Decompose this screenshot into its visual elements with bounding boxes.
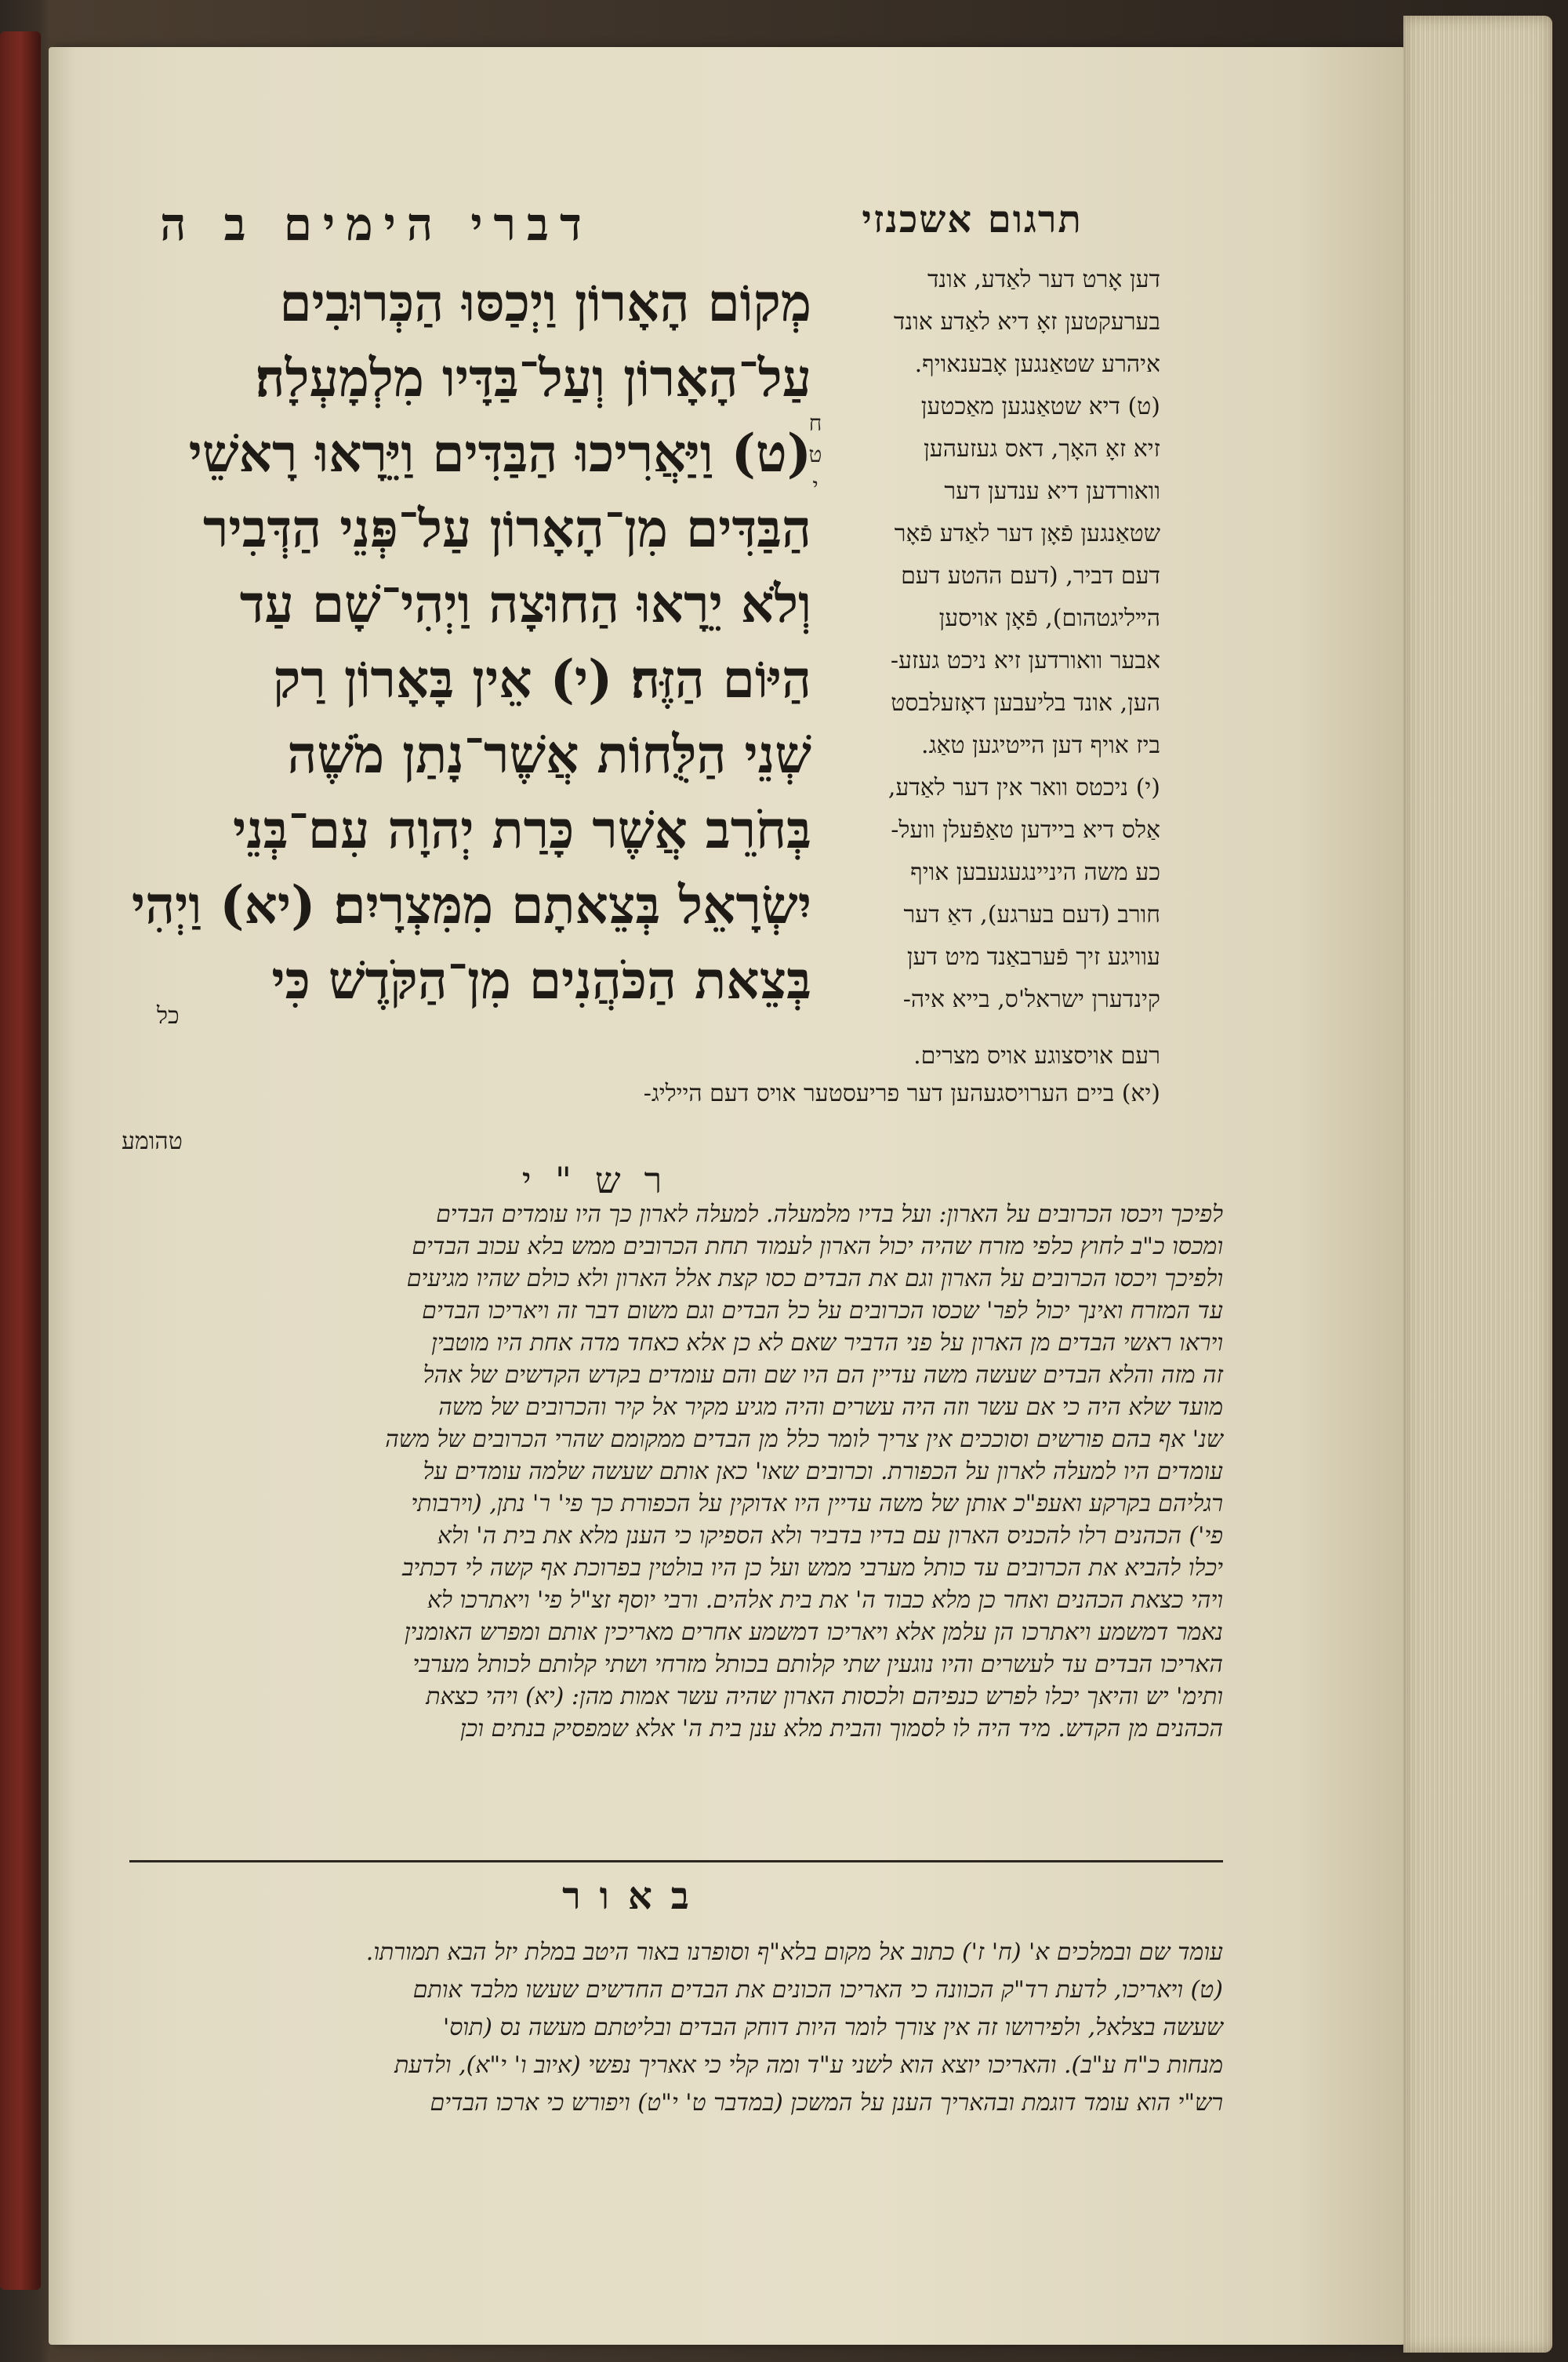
bible-line: מְקוֹם הָאָרוֹן וַיְכַסּוּ הַכְּרוּבִים (279, 272, 811, 333)
targum-continuation-line: (יא) ביים הערויסגעהען דער פריעסטער אויס דעם הייליג- (643, 1080, 1160, 1107)
rashi-line: יכלו להביא את הכרובים עד כותל מערבי ממש ועל כן היו בולטין בפרוכת אף קשה לי דכתיב (401, 1554, 1223, 1582)
biur-heading: באור (562, 1874, 708, 1918)
rashi-line: עד המזרח ואינך יכול לפר' שכסו הכרובים על כל הבדים וגם משום דבר זה ויאריכו הבדים (422, 1297, 1223, 1325)
bible-line: וְלֹא יֵרָאוּ הַחוּצָה וַיְהִי־שָׁם עַד (239, 573, 811, 634)
targum-line: חורב (דעם בערגע), דאַ דער (903, 901, 1160, 928)
page-edges (1403, 16, 1552, 2353)
targum-line: זיא זאָ האָך, דאס געזעהען (924, 435, 1160, 463)
rashi-line: רגליהם בקרקע ואעפ"כ אותן של משה עדיין היו אדוקין על הכפורת כך פי' ר' נתן, (וירבותי (411, 1490, 1223, 1517)
rashi-line: פי') הכהנים רלו להכניס הארון עם בדיו בדביר ולא הספיקו כי הענן מלא את בית ה' ולא (437, 1522, 1223, 1550)
biur-line: (ט) ויאריכו, לדעת רד"ק הכוונה כי האריכו הכונים את הבדים החדשים שעשו מלבד אותם (412, 1976, 1223, 2004)
rashi-line: לפיכך ויכסו הכרובים על הארון: ועל בדיו מלמעלה. למעלה לארון כך היו עומדים הבדים (436, 1201, 1223, 1228)
biur-line: שעשה בצלאל, ולפירושו זה אין צורך לומר היות דוחק הבדים ובליטתם מעשה נס (תוס' (442, 2014, 1223, 2041)
rashi-line: שנ' אף בהם פורשים וסוככים אין צריך לומר כלל מן הבדים ממקומם שהרי הכרובים של משה (385, 1426, 1223, 1453)
targum-line: דעם דביר, (דעם ההטע דעם (901, 562, 1160, 590)
targum-line: איהרע שטאַנגען אָבענאויף. (914, 351, 1160, 378)
targum-line: הען, אונד בליעבען דאָזעלבסט (891, 689, 1160, 717)
verse-marker: י (812, 473, 818, 499)
page-header-book-title: דברי הימים ב ה (160, 198, 593, 251)
catchword: כל (157, 1002, 180, 1030)
rashi-line: הכהנים מן הקדש. מיד היה לו לסמוך והבית מלא ענן בית ה' אלא שמפסיק בנתים וכן (459, 1715, 1223, 1742)
targum-line: עוויגע זיך פֿערבאַנד מיט דען (906, 943, 1160, 971)
targum-line: כע משה היניינגעגעבען אויף (910, 859, 1160, 886)
targum-line: הײליגטהום), פֿאָן אויסען (938, 605, 1160, 632)
book-spine (0, 31, 41, 2290)
bible-line: הַבַּדִּים מִן־הָאָרוֹן עַל־פְּנֵי הַדְּבִיר (202, 498, 811, 559)
page-header-targum-title: תרגום אשכנזי (862, 198, 1083, 242)
rashi-line: מועד שלא היה כי אם עשר וזה היה עשרים והיה מגיע מקיר אל קיר והכרובים של משה (438, 1394, 1223, 1421)
catchword-2: טהומע (122, 1128, 183, 1155)
biur-line: רש"י הוא עומד דוגמת ובהאריך הענן על המשכן (במדבר ט' י"ט) ויפורש כי ארכו הבדים (430, 2089, 1223, 2117)
targum-line: וואורדען דיא ענדען דער (944, 478, 1160, 505)
rashi-line: ותימ' יש והיאך יכלו לפרש כנפיהם ולכסות הארון שהיה עשר אמות מהן: (יא) ויהי כצאת (426, 1683, 1223, 1710)
targum-line: רעם אויסצוגע אויס מצרים. (913, 1042, 1160, 1070)
rashi-line: זה מזה והלא הבדים שעשה משה עדיין הם היו שם והם עומדים בקדש הקדשים של אהל (423, 1361, 1223, 1389)
targum-line: דען אָרט דער לאַדע, אונד (927, 266, 1160, 293)
bible-line: עַל־הָאָרוֹן וְעַל־בַּדָּיו מִלְמָעְלָה׃ (255, 347, 811, 409)
rashi-line: ויראו ראשי הבדים מן הארון על פני הדביר שאם לא כן אלא כאחד מדה אחת היו מוטבין (431, 1329, 1223, 1357)
bible-line: יִשְׂרָאֵל בְּצֵאתָם מִמִּצְרָיִם׃ (יא) וַיְהִי (131, 874, 811, 936)
biur-line: עומד שם ובמלכים א' (ח' ז') כתוב אל מקום בלא"ף וסופרנו באור היטב במלת יזל הבא תמורתו. (365, 1939, 1223, 1966)
verse-marker: ט (808, 442, 822, 467)
targum-line: (י) ניכטס וואר אין דער לאַדע, (887, 774, 1160, 801)
bible-line: (ט) וַיַּאֲרִיכוּ הַבַּדִּים וַיֵּרָאוּ רָאשֵׁי (188, 423, 811, 484)
verse-marker: ח (808, 410, 822, 436)
section-divider (129, 1860, 1223, 1862)
rashi-heading: רש"י (521, 1159, 686, 1201)
rashi-line: נאמר דמשמע ויאתרכו הן עלמן אלא ויאריכו דמשמע אחרים מאריכין אותם ומפרש האומנין (404, 1619, 1223, 1646)
bible-line: בְּצֵאת הַכֹּהֲנִים מִן־הַקֹּדֶשׁ כִּי (271, 950, 811, 1011)
targum-line: אַלס דיא ביידען טאַפֿעלן וועל- (891, 816, 1160, 844)
biur-line: מנחות כ"ח ע"ב). והאריכו יוצא הוא לשני ע"ד ומה קלי כי אאריך נפשי (איוב ו' י"א), ולדעת (394, 2051, 1223, 2079)
rashi-line: האריכו הבדים עד לעשרים והיו נוגעין שתי קלותם בכותל מזרחי ושתי קלותם לכותל מערבי (412, 1651, 1223, 1678)
targum-line: (ט) דיא שטאַנגען מאַכטען (920, 393, 1160, 420)
targum-line: שטאַנגען פֿאָן דער לאַדע פֿאָר (894, 520, 1160, 547)
bible-line: הַיּוֹם הַזֶּה׃ (י) אֵין בָּאָרוֹן רַק (273, 649, 811, 710)
rashi-line: ולפיכך ויכסו הכרובים על הארון וגם את הבדים כסו קצת אלל הארון ולא כולם שהיו מגיעים (406, 1265, 1223, 1292)
bible-line: שְׁנֵי הַלֻּחוֹת אֲשֶׁר־נָתַן מֹשֶׁה (287, 724, 811, 785)
rashi-line: עומדים היו למעלה לארון על הכפורת. וכרובים שאו' כאן אותם שעשה שלמה עומדים על (423, 1458, 1223, 1485)
targum-line: אבער וואורדען זיא ניכט געזע- (890, 647, 1160, 674)
targum-line: בערעקטען זאָ דיא לאַדע אונד (893, 308, 1160, 336)
targum-line: ביז אויף דען הײטיגען טאַג. (921, 732, 1160, 759)
rashi-line: ומכסו כ"ב לחוץ כלפי מזרח שהיה יכול הארון לעמוד תחת הכרובים ממש בלא עכוב הבדים (412, 1233, 1223, 1260)
rashi-line: ויהי כצאת הכהנים ואחר כן מלא כבוד ה' את בית אלהים. ורבי יוסף זצ"ל פי' ויאתרכו לא (426, 1586, 1223, 1614)
bible-line: בְּחֹרֵב אֲשֶׁר כָּרַת יְהוָה עִם־בְּנֵי (233, 799, 811, 860)
targum-line: קינדערן ישראל'ס, בייא איה- (902, 986, 1160, 1013)
